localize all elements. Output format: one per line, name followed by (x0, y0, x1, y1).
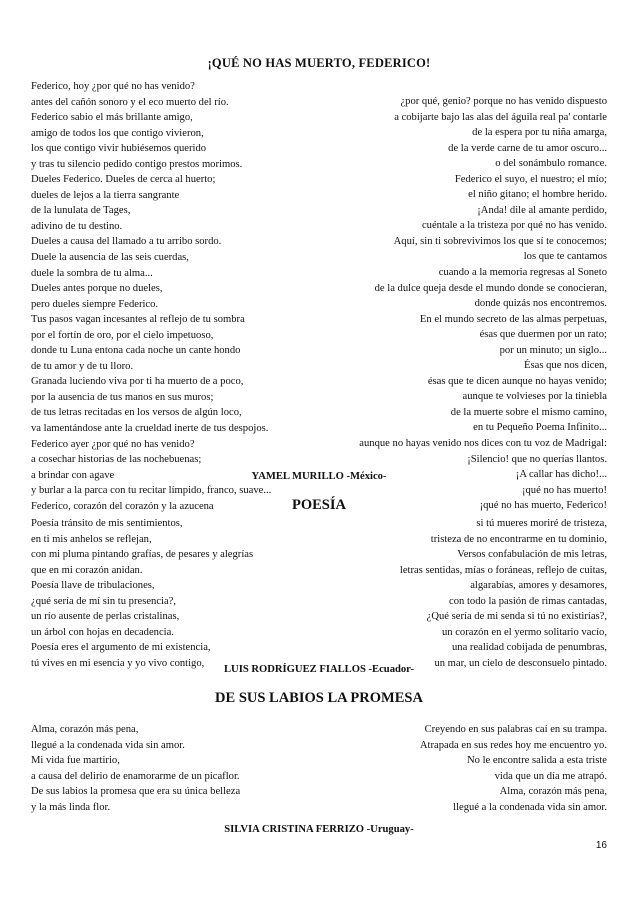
verse-line: va lamentándose ante la crueldad inerte de tus despojos. (31, 423, 269, 435)
verse-line: de la lunulata de Tages, (31, 205, 131, 217)
verse-line: a cobijarte bajo las alas del águila real pa' contarle (394, 111, 607, 123)
verse-line: Granada luciendo viva por ti ha muerto de a poco, (31, 376, 244, 388)
verse-line: Ésas que nos dicen, (524, 360, 607, 372)
verse-line: adivino de tu destino. (31, 220, 123, 232)
verse-line: Federico el suyo, el nuestro; el mío; (454, 173, 607, 185)
verse-line: el niño gitano; el hombre herido. (468, 189, 607, 201)
verse-line: en tu Pequeño Poema Infinito... (473, 422, 607, 434)
verse-line: y la más linda flor. (31, 801, 111, 813)
verse-line: por un minuto; un siglo... (499, 344, 607, 356)
verse-line: letras sentidas, mías o foráneas, reflejo de cuitas, (399, 564, 607, 576)
verse-line: llegué a la condenada vida sin amor. (31, 739, 185, 751)
verse-line: o del sonámbulo romance. (495, 158, 607, 170)
verse-line: ésas que te dicen aunque no hayas venido; (427, 375, 607, 387)
verse-line: Dueles Federico. Dueles de cerca al huerto; (31, 174, 216, 186)
verse-line: si tú mueres moriré de tristeza, (476, 518, 607, 529)
verse-line: ¿Qué sería de mi senda si tú no existirías?, (426, 611, 607, 623)
verse-line: los que te cantamos (523, 251, 607, 263)
verse-line: Alma, corazón más pena, (499, 786, 607, 798)
verse-line: vida que un día me atrapó. (494, 770, 607, 782)
verse-line: en ti mis anhelos se reflejan, (31, 533, 152, 545)
verse-line: de la dulce queja desde el mundo donde se conocieran, (374, 282, 607, 294)
verse-line: un corazón en el yermo solitario vacío, (441, 626, 607, 638)
verse-line: Duele la ausencia de las seis cuerdas, (31, 252, 189, 264)
verse-line: un mar, un cielo de desconsuelo pintado. (434, 657, 607, 669)
verse-line: tristeza de no encontrarme en tu dominio, (430, 533, 607, 545)
verse-line: aunque no hayas venido nos dices con tu voz de Madrigal: (359, 438, 607, 450)
verse-line: ¿por qué, genio? porque no has venido dispuesto (400, 96, 607, 107)
verse-line: por el fortín de oro, por el cielo impetuoso, (31, 329, 214, 341)
poem-3-author: SILVIA CRISTINA FERRIZO -Uruguay- (224, 824, 414, 835)
verse-line: de la muerte sobre el mismo camino, (450, 406, 607, 418)
verse-line: con todo la pasión de rimas cantadas, (449, 595, 607, 607)
verse-line: un árbol con hojas en decadencia. (31, 626, 174, 638)
poem-2-author: LUIS RODRÍGUEZ FIALLOS -Ecuador- (223, 664, 415, 675)
verse-line: ¡Silencio! que no querías llantos. (467, 453, 607, 465)
poem-1-left-column (31, 79, 271, 514)
verse-line: por la ausencia de tus manos en sus muros; (31, 391, 214, 403)
verse-line: ¡qué no has muerto, Federico! (479, 500, 607, 512)
poem-1-right-column (359, 94, 607, 514)
poem-2-right-column (400, 516, 607, 671)
verse-line: Alma, corazón más pena, (31, 724, 139, 735)
verse-line: donde quizás nos encontremos. (474, 298, 607, 310)
verse-line: aunque te volvieses por la tiniebla (462, 391, 607, 403)
verse-line: de la espera por tu niña amarga, (472, 127, 607, 139)
verse-line: amigo de todos los que contigo vivieron, (31, 127, 204, 139)
verse-line: Mi vida fue martirio, (31, 755, 120, 767)
verse-line: Tus pasos vagan incesantes al reflejo de tu sombra (31, 314, 245, 326)
verse-line: Federico ayer ¿por qué no has venido? (31, 438, 195, 450)
verse-line: En el mundo secreto de las almas perpetuas, (419, 313, 607, 325)
verse-line: pero dueles siempre Federico. (31, 298, 159, 310)
verse-line: tú vives en mi esencia y yo vivo contigo, (31, 657, 205, 669)
verse-line: ¡Anda! dile al amante perdido, (477, 204, 607, 216)
verse-line: Creyendo en sus palabras caí en su trampa. (424, 724, 607, 735)
poem-title-que-no-has-muerto: ¡QUÉ NO HAS MUERTO, FEDERICO! (207, 56, 431, 70)
verse-line: donde tu Luna entona cada noche un cante hondo (31, 345, 241, 357)
page-number: 16 (595, 840, 607, 851)
verse-line: y tras tu silencio pedido contigo prestos morimos. (31, 158, 243, 170)
verse-line: de la verde carne de tu amor oscuro... (448, 142, 607, 154)
verse-line: algarabías, amores y desamores, (470, 580, 607, 592)
verse-line: De sus labios la promesa que era su única belleza (31, 786, 241, 798)
verse-line: antes del cañón sonoro y el eco muerto del río. (31, 96, 229, 108)
verse-line: ¿qué sería de mí sin tu presencia?, (31, 595, 177, 607)
verse-line: de tus letras recitadas en los versos de algún loco, (31, 407, 242, 419)
poem-1-author: YAMEL MURILLO -México- (251, 471, 387, 482)
verse-line: que en mi corazón anidan. (31, 564, 143, 576)
poem-title-poesia: POESÍA (292, 497, 346, 513)
poem-3-left-column (31, 722, 240, 815)
verse-line: ¡qué no has muerto! (521, 484, 607, 496)
verse-line: Atrapada en sus redes hoy me encuentro yo. (419, 739, 607, 751)
verse-line: Federico sabio el más brillante amigo, (31, 112, 193, 124)
poem-2-left-column (31, 516, 253, 671)
verse-line: Dueles antes porque no dueles, (31, 283, 163, 295)
verse-line: cuando a la memoria regresas al Soneto (438, 267, 607, 279)
poem-title-de-sus-labios: DE SUS LABIOS LA PROMESA (215, 690, 423, 706)
verse-line: Dueles a causa del llamado a tu arribo sordo. (31, 236, 222, 248)
verse-line: Versos confabulación de mis letras, (457, 549, 607, 561)
verse-line: dueles de lejos a la tierra sangrante (31, 189, 180, 201)
verse-line: duele la sombra de tu alma... (31, 267, 153, 279)
verse-line: Poesía llave de tribulaciones, (31, 580, 155, 592)
verse-line: a causa del delirio de enamorarme de un picaflor. (31, 770, 240, 782)
verse-line: a cosechar historias de las nochebuenas; (31, 454, 202, 466)
poem-3-right-column (420, 722, 607, 815)
verse-line: Federico, hoy ¿por qué no has venido? (31, 81, 195, 92)
verse-line: y burlar a la parca con tu recitar límpido, franco, suave... (31, 485, 272, 497)
verse-line: llegué a la condenada vida sin amor. (453, 801, 607, 813)
verse-line: a brindar con agave (31, 469, 115, 481)
verse-line: una realidad cobijada de penumbras, (451, 642, 607, 654)
verse-line: cuéntale a la tristeza por qué no has venido. (421, 220, 607, 232)
verse-line: ésas que duermen por un rato; (479, 329, 607, 341)
verse-line: Aquí, sin ti sobrevivimos los que sí te conocemos; (393, 235, 607, 247)
verse-line: Poesía tránsito de mis sentimientos, (31, 518, 183, 529)
verse-line: Federico, corazón del corazón y la azucena (31, 500, 214, 512)
verse-line: los que contigo vivir hubiésemos querido (31, 143, 207, 155)
verse-line: con mi pluma pintando grafías, de pesares y alegrías (31, 549, 254, 561)
verse-line: de tu amor y de tu lloro. (31, 360, 134, 372)
verse-line: Poesía eres el argumento de mi existencia, (31, 642, 211, 654)
verse-line: un río ausente de perlas cristalinas, (31, 611, 180, 623)
verse-line: No le encontre salida a esta triste (466, 755, 607, 767)
verse-line: ¡A callar has dicho!... (515, 469, 607, 481)
